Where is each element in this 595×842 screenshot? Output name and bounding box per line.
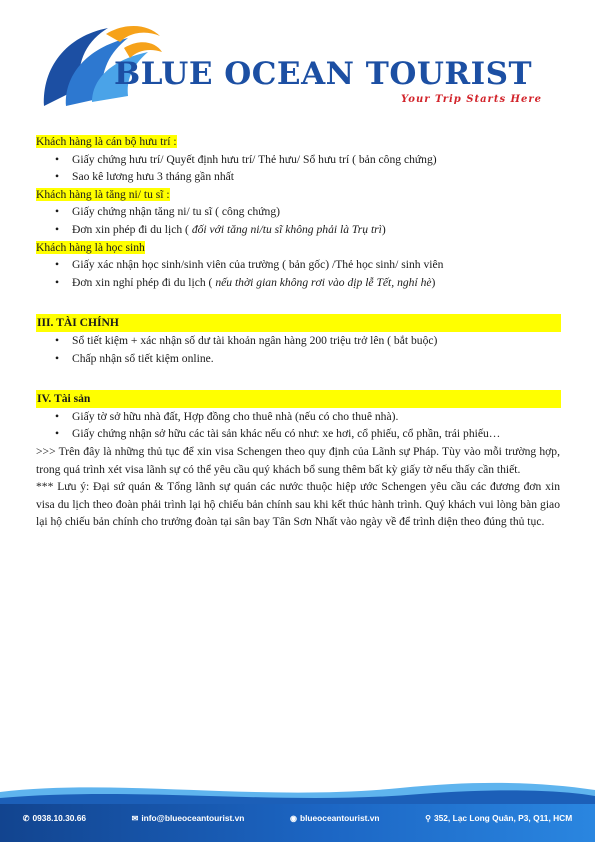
website-url: blueoceantourist.vn bbox=[299, 813, 380, 823]
phone-number: 0938.10.30.66 bbox=[32, 813, 87, 823]
list-item: • Giấy chứng hưu trí/ Quyết định hưu trí/ Thẻ hưu/ Sổ hưu trí ( bản công chứng) bbox=[72, 151, 560, 169]
note-paragraph: >>> Trên đây là những thủ tục để xin visa Schengen theo quy định của Lãnh sự Pháp. Tùy vào mỗi trường hợp, trong quá trình xét visa lãnh sự có thể yêu cầu quý khách bổ sung thêm bất kỳ giấy tờ nếu thấy cần thiết. bbox=[36, 444, 560, 476]
item-text: Đơn xin phép đi du lịch ( bbox=[72, 222, 192, 236]
finance-heading: III. TÀI CHÍNH bbox=[36, 314, 561, 332]
email-address: info@blueoceantourist.vn bbox=[141, 813, 245, 823]
item-text-end: ) bbox=[431, 275, 436, 289]
list-item: • Giấy chứng nhận tăng ni/ tu sĩ ( công chứng) bbox=[72, 203, 560, 221]
monk-list bbox=[36, 203, 560, 238]
mail-icon: ✉ bbox=[131, 813, 139, 823]
student-section-title: Khách hàng là học sinh bbox=[36, 240, 145, 254]
item-italic-note: nếu thời gian không rơi vào dịp lễ Tết, nghỉ hè bbox=[215, 275, 432, 289]
finance-list bbox=[36, 332, 560, 367]
header-logo bbox=[36, 18, 556, 118]
item-text-end: ) bbox=[381, 222, 386, 236]
list-item bbox=[72, 274, 560, 292]
item-italic-note: đối với tăng ni/tu sĩ không phải là Trụ trì bbox=[191, 222, 382, 236]
retired-section-title: Khách hàng là cán bộ hưu trí : bbox=[36, 135, 177, 148]
footer-phone[interactable] bbox=[23, 813, 86, 823]
list-item: • Giấy xác nhận học sinh/sinh viên của trường ( bản gốc) /Thẻ học sinh/ sinh viên bbox=[72, 256, 560, 274]
retired-list bbox=[36, 151, 560, 186]
list-item: • Sao kê lương hưu 3 tháng gần nhất bbox=[72, 168, 560, 186]
brand-tagline: Your Trip Starts Here bbox=[401, 94, 542, 105]
notice-paragraph: *** Lưu ý: Đại sứ quán & Tổng lãnh sự quán các nước thuộc hiệp ước Schengen yêu cầu các đương đơn xin visa du lịch theo đoàn phải trình lại hộ chiếu bản chính sau khi kết thúc hành trình. Quý khách vui lòng bàn giao lại hộ chiếu bản chính cho trưởng đoàn tại sân bay Tân Sơn Nhất vào ngày về để trình diện theo đúng thủ tục. bbox=[36, 480, 560, 529]
item-text: Đơn xin nghỉ phép đi du lịch ( bbox=[72, 275, 216, 289]
footer-address bbox=[425, 813, 572, 823]
list-item: • Giấy chứng nhận sở hữu các tài sản khác nếu có như: xe hơi, cổ phiếu, cổ phần, trái phiếu… bbox=[72, 425, 560, 443]
footer-email[interactable] bbox=[132, 813, 245, 823]
list-item: • Chấp nhận sổ tiết kiệm online. bbox=[72, 350, 560, 368]
list-item: • Giấy tờ sở hữu nhà đất, Hợp đồng cho thuê nhà (nếu có cho thuê nhà). bbox=[72, 408, 560, 426]
list-item: • Sổ tiết kiệm + xác nhận số dư tài khoản ngân hàng 200 triệu trở lên ( bắt buộc) bbox=[72, 332, 560, 350]
document-body bbox=[36, 133, 560, 531]
brand-name: BLUE OCEAN TOURIST bbox=[114, 56, 533, 92]
footer-wave-decoration bbox=[0, 778, 595, 804]
footer-bar bbox=[0, 796, 595, 842]
phone-icon: ✆ bbox=[22, 813, 30, 823]
location-icon: ⚲ bbox=[425, 813, 431, 823]
list-item bbox=[72, 221, 560, 239]
footer-website[interactable] bbox=[290, 813, 380, 823]
address-text: 352, Lạc Long Quân, P3, Q11, HCM bbox=[433, 813, 573, 823]
globe-icon: ◉ bbox=[289, 813, 297, 823]
student-list bbox=[36, 256, 560, 291]
assets-heading: IV. Tài sản bbox=[36, 390, 561, 408]
monk-section-title: Khách hàng là tăng ni/ tu sĩ : bbox=[36, 187, 170, 201]
assets-list bbox=[36, 408, 560, 443]
